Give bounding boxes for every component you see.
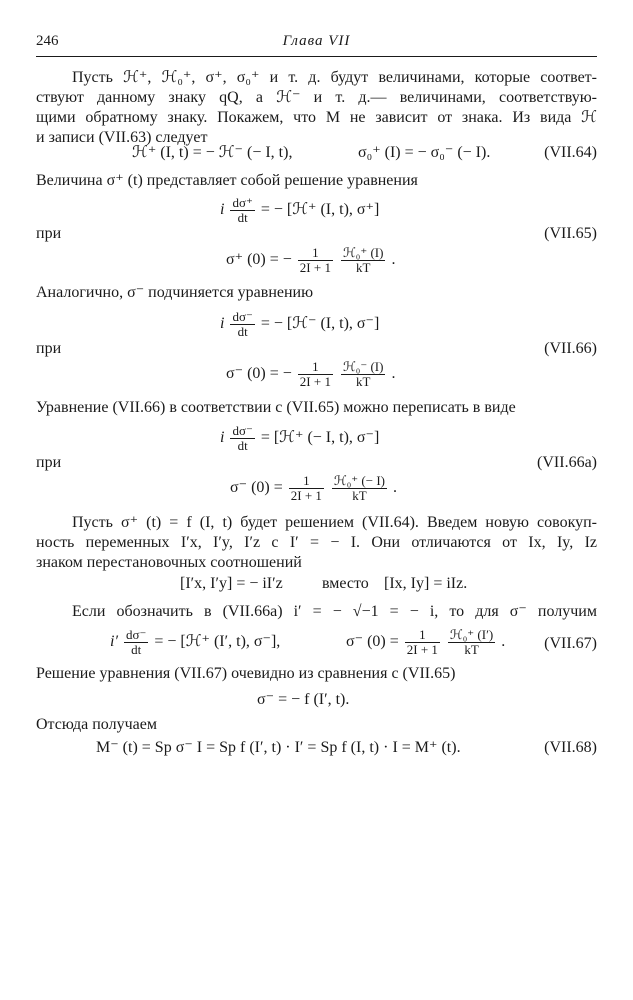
eq65-label: (VII.65) (544, 225, 597, 242)
eq65-rhs: = − [ℋ⁺ (I, t), σ⁺] (260, 201, 380, 219)
page-number: 246 (36, 33, 59, 49)
eq66a-diff: i $\frac{d\sigma^-}{dt}$ = [ℋ⁺ (− I, t), σ⁻] (220, 423, 380, 453)
eq68-label: (VII.68) (544, 739, 597, 756)
eq66-initial: σ⁻ (0) = − $\frac{1}{2I + 1}$ $\frac{\text{ℋ₀⁻ (I)}}{kT}$ . (226, 359, 396, 389)
p8-line: Отсюда получаем (36, 716, 157, 733)
eq-comm-right: [Ix, Iy] = iIz. (384, 575, 468, 592)
eq64-left: ℋ⁺ (I, t) = − ℋ⁻ (− I, t), (132, 144, 293, 161)
p5-line-3: знаком перестановочных соотношений (36, 554, 302, 571)
eq68-body: M⁻ (t) = Sp σ⁻ I = Sp f (I′, t) · I′ = Sp f (I, t) · I = M⁺ (t). (96, 739, 461, 756)
p1-line-3: щими обратному знаку. Покажем, что M не зависит от знака. Из вида ℋ (36, 109, 597, 126)
eq66a-label: (VII.66a) (537, 454, 597, 471)
eq66-label: (VII.66) (544, 340, 597, 357)
p1-line-4: и записи (VII.63) следует (36, 129, 208, 146)
eq67-label: (VII.67) (544, 635, 597, 652)
running-head-chapter: Глава VII (282, 33, 351, 49)
eq65-diff: i $\frac{d\sigma^+}{dt}$ = − [ℋ⁺ (I, t), σ⁺] (220, 195, 380, 225)
eq64-right: σ₀⁺ (I) = − σ₀⁻ (− I). (358, 144, 491, 161)
p5-line-1: Пусть σ⁺ (t) = f (I, t) будет решением (VII.64). Введем новую совокуп- (72, 514, 597, 531)
p1-line-1: Пусть ℋ⁺, ℋ₀⁺, σ⁺, σ₀⁺ и т. д. будут величинами, которые соответ- (72, 69, 597, 86)
header-rule (36, 56, 597, 57)
eq66a-initial: σ⁻ (0) = $\frac{1}{2I + 1}$ $\frac{\text{ℋ₀⁺ (− I)}}{kT}$ . (230, 473, 397, 503)
eq64-label: (VII.64) (544, 144, 597, 161)
eq65-initial: σ⁺ (0) = − $\frac{1}{2I + 1}$ $\frac{\text{ℋ₀⁺ (I)}}{kT}$ . (226, 245, 396, 275)
p3-line: Аналогично, σ⁻ подчиняется уравнению (36, 284, 314, 301)
p1-line-2: ствуют данному знаку qQ, а ℋ⁻ и т. д.— величинами, соответствую- (36, 89, 597, 106)
eq67-diff: i′ $\frac{d\sigma^-}{dt}$ = − [ℋ⁺ (I′, t), σ⁻], (110, 627, 281, 657)
eq65-derivative: $\frac{d\sigma^+}{dt}$ (232, 195, 253, 225)
eq-comm-mid: вместо (322, 575, 369, 592)
p2-line: Величина σ⁺ (t) представляет собой решение уравнения (36, 172, 418, 189)
p4-line: Уравнение (VII.66) в соответствии с (VII.65) можно переписать в виде (36, 399, 516, 416)
eq65-pri: при (36, 225, 62, 242)
p6-line: Если обозначить в (VII.66a) i′ = − √−1 = − i, то для σ⁻ получим (72, 603, 597, 620)
eq67-initial: σ⁻ (0) = $\frac{1}{2I + 1}$ $\frac{\text{ℋ₀⁺ (I′)}}{kT}$ . (346, 627, 506, 657)
eq66-pri: при (36, 340, 62, 357)
eq66-diff: i $\frac{d\sigma^-}{dt}$ = − [ℋ⁻ (I, t), σ⁻] (220, 309, 380, 339)
p7-line: Решение уравнения (VII.67) очевидно из сравнения с (VII.65) (36, 665, 456, 682)
eq-solution: σ⁻ = − f (I′, t). (257, 691, 350, 708)
p5-line-2: ность переменных I′x, I′y, I′z с I′ = − I. Они отличаются от Ix, Iy, Iz (36, 534, 597, 551)
eq66a-pri: при (36, 454, 62, 471)
eq-comm-left: [I′x, I′y] = − iI′z (180, 575, 283, 592)
